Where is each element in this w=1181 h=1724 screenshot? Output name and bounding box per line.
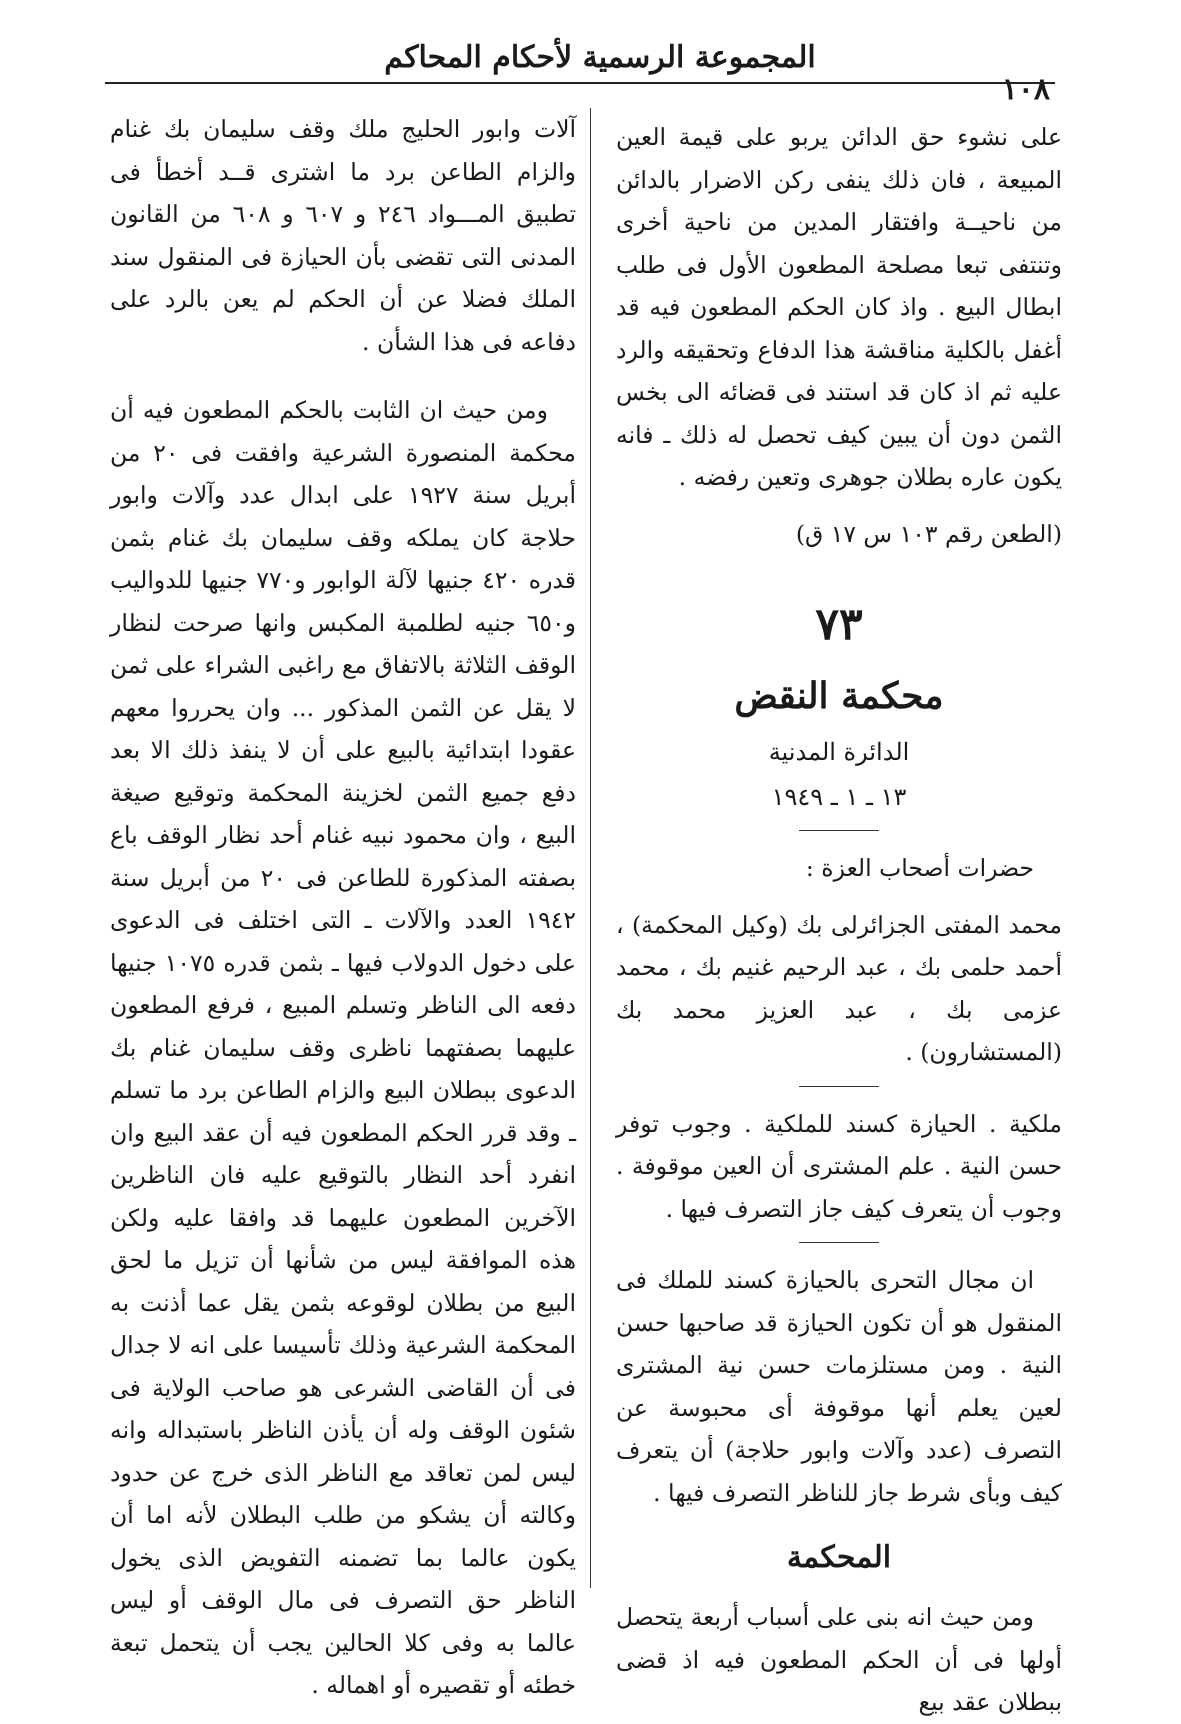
right-column bbox=[616, 116, 1062, 1724]
left-column bbox=[110, 108, 576, 1707]
case-date: ١٣ ـ ١ ـ ١٩٤٩ bbox=[771, 782, 907, 811]
right-paragraph-1: على نشوء حق الدائن يربو على قيمة العين المبيعة ، فان ذلك ينفى ركن الاضرار بالدائن من ناحيــة وافتقار المدين من ناحية أخرى وتنتفى تبعا مصلحة المطعون الأول فى طلب ابطال البيع . واذ كان الحكم المطعون فيه قد أغفل بالكلية مناقشة هذا الدفاع وتحقيقه والرد عليه ثم اذ كان قد استند فى قضائه الى بخس الثمن دون أن يبين كيف تحصل له ذلك ـ فانه يكون عاره بطلان جوهرى وتعين رفضه . bbox=[616, 123, 1062, 491]
running-header-title: المجموعة الرسمية لأحكام المحاكم bbox=[384, 40, 816, 75]
divider-rule bbox=[799, 1242, 879, 1243]
right-paragraph-last: ومن حيث انه بنى على أسباب أربعة يتحصل أولها فى أن الحكم المطعون فيه اذ قضى ببطلان عقد بيع bbox=[616, 1603, 1062, 1716]
court-name: محكمة النقض bbox=[734, 675, 944, 717]
divider-rule bbox=[799, 830, 879, 831]
column-divider bbox=[590, 108, 591, 1588]
page-number: ١٠٨ bbox=[1001, 72, 1050, 107]
bench-members: محمد المفتى الجزائرلى بك (وكيل المحكمة) ، أحمد حلمى بك ، عبد الرحيم غنيم بك ، محمد عزمى بك ، عبد العزيز محمد بك (المستشارون) . bbox=[616, 910, 1062, 1066]
keywords: ملكية . الحيازة كسند للملكية . وجوب توفر حسن النية . علم المشترى أن العين موقوفة . وجوب أن يتعرف كيف جاز التصرف فيها . bbox=[616, 1109, 1062, 1223]
case-number: ٧٣ bbox=[815, 599, 863, 650]
legal-principle: ان مجال التحرى بالحيازة كسند للملك فى المنقول هو أن تكون الحيازة قد صاحبها حسن النية . ومن مستلزمات حسن نية المشترى لعين يعلم أنها موقوفة أى محبوسة عن التصرف (عدد وآلات وابور حلاجة) أن يتعرف كيف وبأى شرط جاز للناظر التصرف فيها . bbox=[616, 1266, 1062, 1507]
left-paragraph-2: ومن حيث ان الثابت بالحكم المطعون فيه أن محكمة المنصورة الشرعية وافقت فى ٢٠ من أبريل سنة ١٩٢٧ على ابدال عدد وآلات وابور حلاجة كان يملكه وقف سليمان بك غنام بثمن قدره ٤٢٠ جنيها لآلة الوابور و٧٧٠ جنيها للدواليب و٦٥٠ جنيه لطلمبة المكبس وانها صرحت لنظار الوقف الثلاثة بالاتفاق مع راغبى الشراء على ثمن لا يقل عن الثمن المذكور ... وان يحرروا معهم عقودا ابتدائية بالبيع على أن لا ينفذ ذلك الا بعد دفع جميع الثمن لخزينة المحكمة وتوقيع صيغة البيع ، وان محمود نبيه غنام أحد نظار الوقف باع بصفته المذكورة للطاعن فى ٢٠ من أبريل سنة ١٩٤٢ العدد والآلات ـ التى اختلف فى الدعوى على دخول الدولاب فيها ـ بثمن قدره ١٠٧٥ جنيها دفعه الى الناظر وتسلم المبيع ، فرفع المطعون عليهما بصفتهما ناظرى وقف سليمان غنام بك الدعوى ببطلان البيع والزام الطاعن برد ما تسلم ـ وقد قرر الحكم المطعون فيه أن عقد البيع وان انفرد أحد النظار بالتوقيع عليه فان الناظرين الآخرين المطعون عليهما قد وافقا عليه ولكن هذه الموافقة ليس من شأنها أن تزيل ما لحق البيع من بطلان لوقوعه بثمن يقل عما أذنت به المحكمة الشرعية وذلك تأسيسا على انه لا جدال فى أن القاضى الشرعى هو صاحب الولاية فى شئون الوقف وله أن يأذن الناظر باستبداله وانه ليس لمن تعاقد مع الناظر الذى خرج عن حدود وكالته أن يشكو من طلب البطلان لأنه اما أن يكون عالما بما تضمنه التفويض الذى يخول الناظر حق التصرف فى مال الوقف أو ليس عالما به وفى كلا الحالين يجب أن يتحمل تبعة خطئه أو تقصيره أو اهماله . bbox=[110, 396, 577, 1699]
left-paragraph-1: آلات وابور الحليج ملك وقف سليمان بك غنام والزام الطاعن برد ما اشترى قــد أخطأ فى تطبيق المـــواد ٢٤٦ و ٦٠٧ و ٦٠٨ من القانون المدنى التى تقضى بأن الحيازة فى المنقول سند الملك فضلا عن أن الحكم لم يعن بالرد على دفاعه فى هذا الشأن . bbox=[110, 115, 576, 356]
bench-intro: حضرات أصحاب العزة : bbox=[805, 854, 1034, 882]
divider-rule bbox=[799, 1086, 879, 1087]
court-circuit: الدائرة المدنية bbox=[768, 738, 910, 766]
section-heading: المحكمة bbox=[786, 1540, 892, 1575]
header-rule bbox=[105, 82, 1055, 84]
appeal-reference: (الطعن رقم ١٠٣ س ١٧ ق) bbox=[795, 519, 1062, 548]
